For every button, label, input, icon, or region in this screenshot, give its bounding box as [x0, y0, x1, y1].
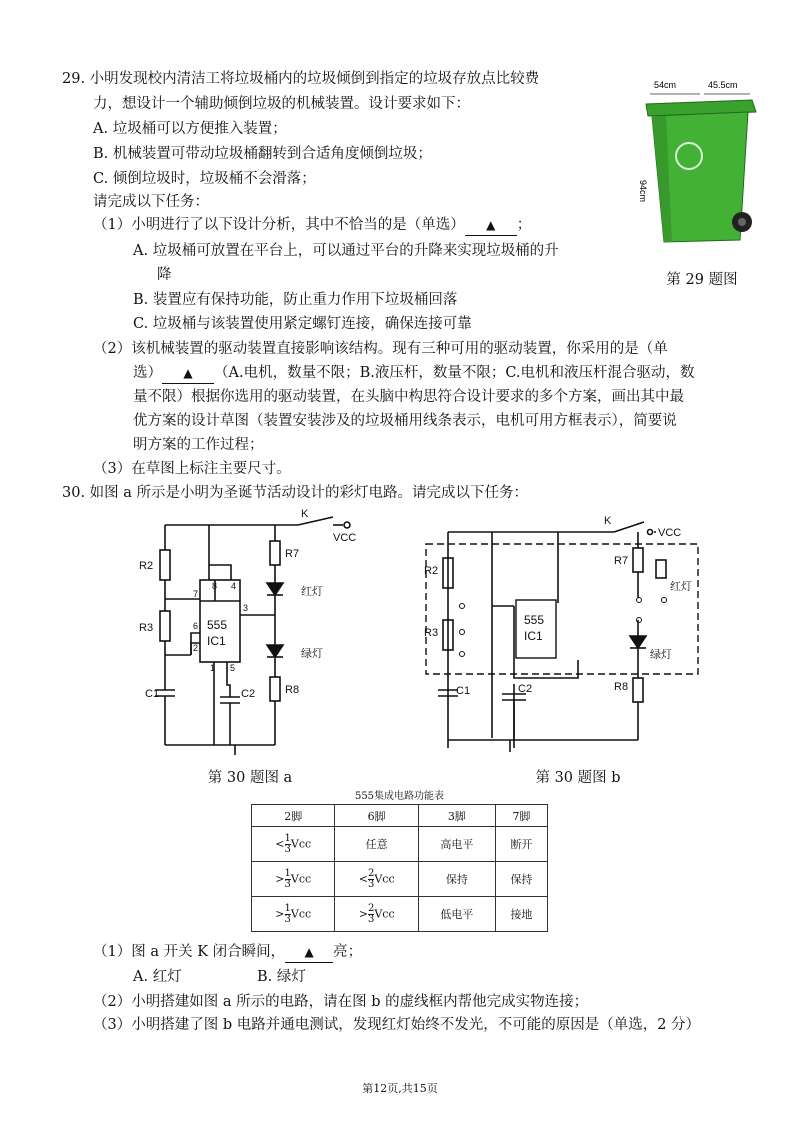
- svg-text:2: 2: [193, 643, 199, 653]
- dimension-depth-label: 45.5cm: [708, 80, 738, 90]
- svg-text:红灯: 红灯: [301, 586, 323, 598]
- svg-text:1: 1: [210, 663, 216, 673]
- q29-line-2: 力，想设计一个辅助倾倒垃圾的机械装置。设计要求如下：: [93, 96, 470, 112]
- table-cell: > $\frac{1}{3}$ Vcc: [252, 862, 335, 897]
- table-row: [252, 897, 548, 932]
- svg-text:555: 555: [207, 618, 228, 632]
- table-cell: < $\frac{1}{3}$ Vcc: [252, 827, 335, 862]
- table-cell: 保持: [495, 862, 547, 897]
- svg-text:K: K: [301, 508, 309, 520]
- svg-text:绿灯: 绿灯: [650, 649, 672, 661]
- q29-req-b: B. 机械装置可带动垃圾桶翻转到合适角度倾倒垃圾；: [93, 146, 432, 162]
- table-header: 3脚: [418, 805, 495, 827]
- svg-text:R7: R7: [285, 548, 300, 560]
- svg-text:VCC: VCC: [333, 532, 357, 544]
- q29-option-b: B. 装置应有保持功能，防止重力作用下垃圾桶回落: [133, 292, 458, 308]
- svg-text:R3: R3: [139, 622, 154, 634]
- q30-option-b: B. 绿灯: [257, 969, 306, 985]
- table-cell: 低电平: [418, 897, 495, 932]
- q30-task-3: （3）小明搭建了图 b 电路并通电测试，发现红灯始终不发光，不可能的原因是（单选，2 分）: [93, 1017, 701, 1033]
- q29-task-1: [93, 215, 531, 236]
- svg-text:6: 6: [193, 621, 199, 631]
- svg-text:R2: R2: [424, 565, 439, 577]
- q29-task-2-line-2: [133, 363, 695, 384]
- svg-text:C1: C1: [145, 688, 160, 700]
- svg-text:8: 8: [212, 581, 218, 591]
- q29-task-2-select: 选）: [133, 365, 162, 381]
- svg-text:K: K: [604, 515, 612, 527]
- svg-text:C1: C1: [456, 685, 471, 697]
- table-title: 555集成电路功能表: [354, 791, 445, 802]
- q29-task-1-end: ；: [516, 217, 532, 233]
- svg-text:R3: R3: [424, 627, 439, 639]
- q29-line-1: 29. 小明发现校内清洁工将垃圾桶内的垃圾倾倒到指定的垃圾存放点比较费: [62, 71, 540, 87]
- answer-blank[interactable]: [285, 942, 333, 963]
- table-cell: < $\frac{2}{3}$ Vcc: [335, 862, 418, 897]
- q29-task-2-line-3: 量不限）根据你选用的驱动装置，在头脑中构思符合设计要求的多个方案，画出其中最: [133, 389, 684, 405]
- svg-text:7: 7: [193, 589, 199, 599]
- q30-figure-a-caption: 第 30 题图 a: [207, 770, 293, 786]
- q30-task-1-text: （1）图 a 开关 K 闭合瞬间，: [93, 944, 286, 960]
- q29-option-c: C. 垃圾桶与该装置使用紧定螺钉连接，确保连接可靠: [133, 316, 472, 332]
- circuit-diagram-b: [418, 508, 708, 756]
- table-cell: 接地: [495, 897, 547, 932]
- svg-text:绿灯: 绿灯: [301, 648, 323, 660]
- blank-triangle-icon: ▲: [304, 945, 314, 959]
- svg-text:C2: C2: [241, 688, 256, 700]
- answer-blank[interactable]: [162, 363, 214, 384]
- q30-figure-b-caption: 第 30 题图 b: [535, 770, 621, 786]
- table-cell: 高电平: [418, 827, 495, 862]
- q29-task-2-line-5: 明方案的工作过程；: [133, 437, 264, 453]
- q29-task-2-options: （A.电机，数量不限；B.液压杆，数量不限；C.电机和液压杆混合驱动，数: [214, 365, 695, 381]
- q30-task-1: [93, 942, 362, 963]
- q29-req-a: A. 垃圾桶可以方便推入装置；: [93, 121, 287, 137]
- answer-blank[interactable]: [465, 215, 517, 236]
- table-header: 2脚: [252, 805, 335, 827]
- ic555-function-table: [251, 804, 548, 932]
- q29-task-2-line-1: （2）该机械装置的驱动装置直接影响该结构。现有三种可用的驱动装置，你采用的是（单: [93, 341, 668, 357]
- q30-task-1-end: 亮；: [333, 944, 363, 960]
- q29-task-2-line-4: 优方案的设计草图（装置安装涉及的垃圾桶用线条表示，电机可用方框表示），简要说: [133, 413, 677, 429]
- svg-text:R7: R7: [614, 555, 629, 567]
- svg-text:C2: C2: [518, 683, 533, 695]
- table-row: [252, 862, 548, 897]
- q30-option-a: A. 红灯: [133, 969, 182, 985]
- q29-option-a-line-2: 降: [157, 267, 172, 283]
- q29-req-c: C. 倾倒垃圾时，垃圾桶不会滑落；: [93, 171, 316, 187]
- table-header: 7脚: [495, 805, 547, 827]
- blank-triangle-icon: ▲: [486, 218, 496, 232]
- svg-text:R2: R2: [139, 560, 154, 572]
- svg-text:红灯: 红灯: [670, 581, 692, 593]
- q30-intro: 30. 如图 a 所示是小明为圣诞节活动设计的彩灯电路。请完成以下任务：: [62, 485, 529, 501]
- svg-text:555: 555: [524, 613, 545, 627]
- table-cell: 保持: [418, 862, 495, 897]
- dimension-width-label: 54cm: [654, 80, 677, 90]
- table-cell: > $\frac{2}{3}$ Vcc: [335, 897, 418, 932]
- trash-bin-figure: [632, 72, 762, 252]
- table-cell: > $\frac{1}{3}$ Vcc: [252, 897, 335, 932]
- table-cell: 任意: [335, 827, 418, 862]
- table-header-row: [252, 805, 548, 827]
- svg-text:4: 4: [231, 581, 237, 591]
- q29-task-1-text: （1）小明进行了以下设计分析，其中不恰当的是（单选）: [93, 217, 465, 233]
- table-row: [252, 827, 548, 862]
- svg-text:R8: R8: [285, 684, 300, 696]
- table-header: 6脚: [335, 805, 418, 827]
- svg-text:VCC: VCC: [658, 527, 682, 539]
- q30-task-2: （2）小明搭建如图 a 所示的电路，请在图 b 的虚线框内帮他完成实物连接；: [93, 994, 589, 1010]
- svg-text:R8: R8: [614, 681, 629, 693]
- svg-text:5: 5: [230, 663, 236, 673]
- svg-text:3: 3: [243, 603, 249, 613]
- page-footer: 第12页,共15页: [362, 1082, 438, 1095]
- blank-triangle-icon: ▲: [183, 366, 193, 380]
- q29-task-3: （3）在草图上标注主要尺寸。: [93, 461, 291, 477]
- q29-figure-caption: 第 29 题图: [666, 272, 738, 288]
- q29-option-a-line-1: A. 垃圾桶可放置在平台上，可以通过平台的升降来实现垃圾桶的升: [133, 243, 559, 259]
- circuit-diagram-a: [135, 505, 380, 760]
- q29-tasks: 请完成以下任务：: [93, 194, 209, 210]
- dimension-height-label: 94cm: [638, 180, 648, 203]
- svg-text:IC1: IC1: [524, 629, 543, 643]
- svg-text:IC1: IC1: [207, 634, 226, 648]
- table-cell: 断开: [495, 827, 547, 862]
